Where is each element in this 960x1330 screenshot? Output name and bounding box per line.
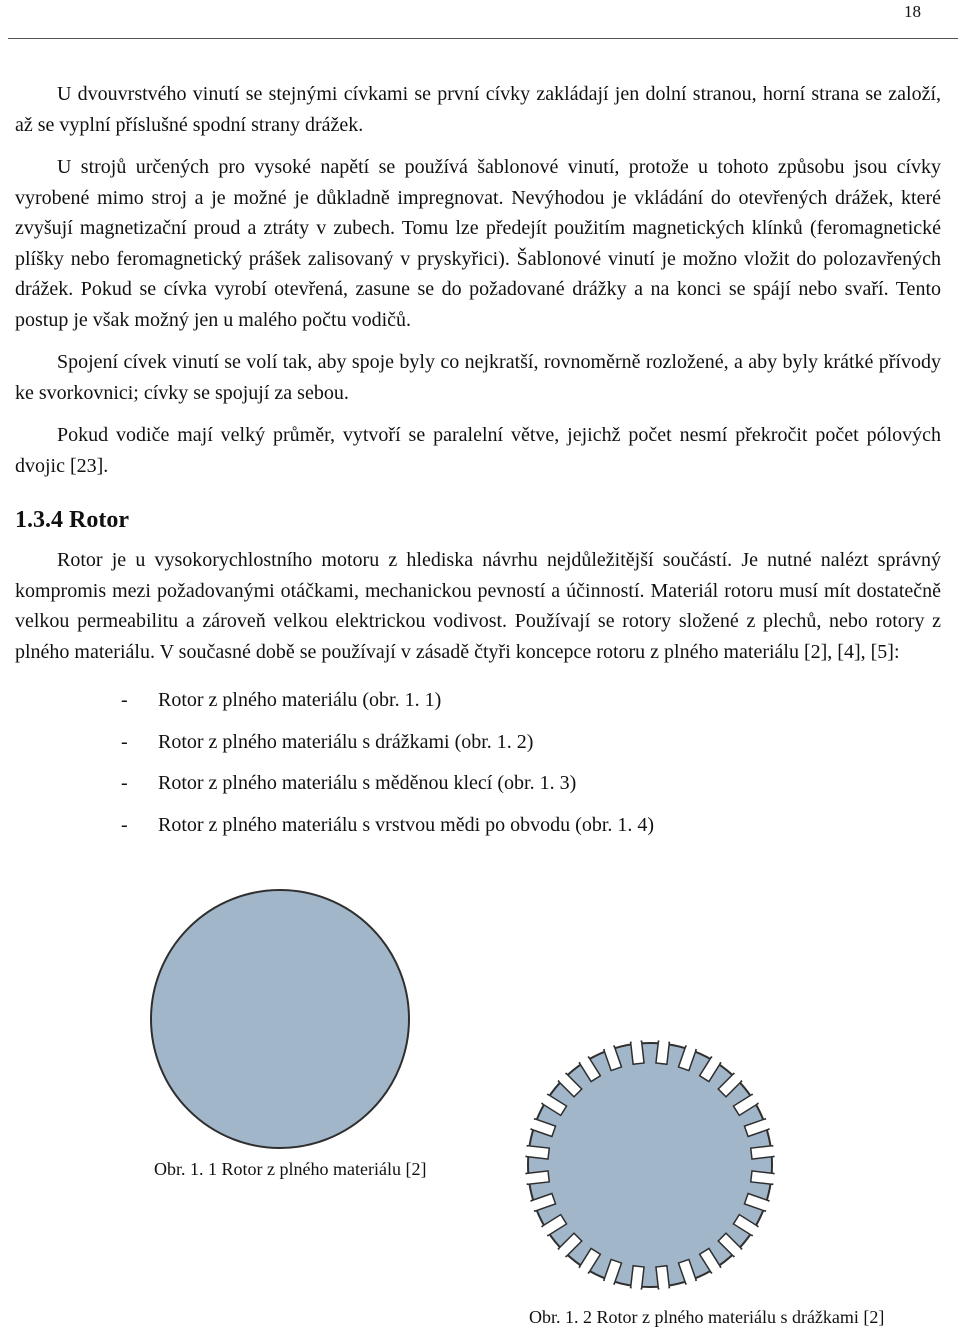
solid-rotor-disc	[151, 890, 409, 1148]
list-item	[15, 727, 941, 769]
rotor-concept-list	[15, 685, 941, 851]
rotor-slot-opening	[659, 1040, 669, 1046]
rotor-slot-opening	[525, 1147, 531, 1157]
paragraph-3: Spojení cívek vinutí se volí tak, aby spoje byly co nejkratší, rovnoměrně rozložené, a aby byly krátké přívody ke svorkovnici; cívky se spojují za sebou.	[15, 351, 941, 404]
document-body	[15, 79, 941, 851]
section-heading	[15, 505, 941, 535]
paragraph-4: Pokud vodiče mají velký průměr, vytvoří se paralelní větve, jejichž počet nesmí překročit počet pólových dvojic [23].	[15, 424, 941, 477]
list-item	[15, 810, 941, 852]
paragraph-1: U dvouvrstvého vinutí se stejnými cívkami se první cívky zakládají jen dolní stranou, horní strana se založí, až se vyplní příslušné spodní strany drážek.	[15, 83, 941, 136]
list-bullet: -	[121, 772, 128, 794]
rotor-slot-opening	[659, 1284, 669, 1290]
list-item-text: Rotor z plného materiálu s měděnou klecí (obr. 1. 3)	[158, 772, 577, 794]
rotor-slot-opening	[769, 1147, 775, 1157]
paragraph-2: U strojů určených pro vysoké napětí se používá šablonové vinutí, protože u tohoto způsobu jsou cívky vyrobené mimo stroj a je možné je důkladně impregnovat. Nevýhodou je vkládání do otevřených drážek, které zvyšují magnetizační proud a ztráty v zubech. Tomu lze předejít použitím magnetických klínků (feromagnetické plíšky nebo feromagnetický prášek zalisovaný v pryskyřici). Šablonové vinutí je možno vložit do polozavřených drážek. Pokud se cívka vyrobí otevřená, zasune se do požadované drážky a na konci se spájí nebo svaří. Tento postup je však možný jen u malého počtu vodičů.	[15, 156, 941, 331]
solid-rotor-figure	[148, 887, 412, 1151]
rotor-slot-opening	[525, 1174, 531, 1184]
figure-1-caption: Obr. 1. 1 Rotor z plného materiálu [2]	[154, 1159, 427, 1179]
rotor-paragraph: Rotor je u vysokorychlostního motoru z hlediska návrhu nejdůležitější součástí. Je nutné nalézt správný kompromis mezi požadovanými otáčkami, mechanickou pevností a účinností. Materiál rotoru musí mít dostatečně velkou permeabilitu a zároveň velkou elektrickou vodivost. Používají se rotory složené z plechů, nebo rotory z plného materiálu. V současné době se používají v zásadě čtyři koncepce rotoru z plného materiálu [2], [4], [5]:	[15, 549, 941, 663]
page-number: 18	[904, 2, 921, 21]
rotor-slot-opening	[632, 1284, 642, 1290]
list-item	[15, 768, 941, 810]
section-title: Rotor	[69, 507, 129, 533]
list-item-text: Rotor z plného materiálu (obr. 1. 1)	[158, 689, 442, 711]
list-item	[15, 685, 941, 727]
figure-2-caption: Obr. 1. 2 Rotor z plného materiálu s drážkami [2]	[529, 1307, 885, 1327]
list-item-text: Rotor z plného materiálu s drážkami (obr. 1. 2)	[158, 730, 534, 753]
list-bullet: -	[121, 730, 128, 753]
slotted-rotor-figure	[525, 1040, 775, 1290]
list-bullet: -	[121, 689, 128, 711]
list-bullet: -	[121, 813, 128, 836]
rotor-slot-opening	[632, 1040, 642, 1046]
rotor-slot-opening	[769, 1174, 775, 1184]
header-rule	[8, 38, 958, 39]
list-item-text: Rotor z plného materiálu s vrstvou mědi po obvodu (obr. 1. 4)	[158, 813, 655, 836]
section-number: 1.3.4	[15, 507, 63, 533]
